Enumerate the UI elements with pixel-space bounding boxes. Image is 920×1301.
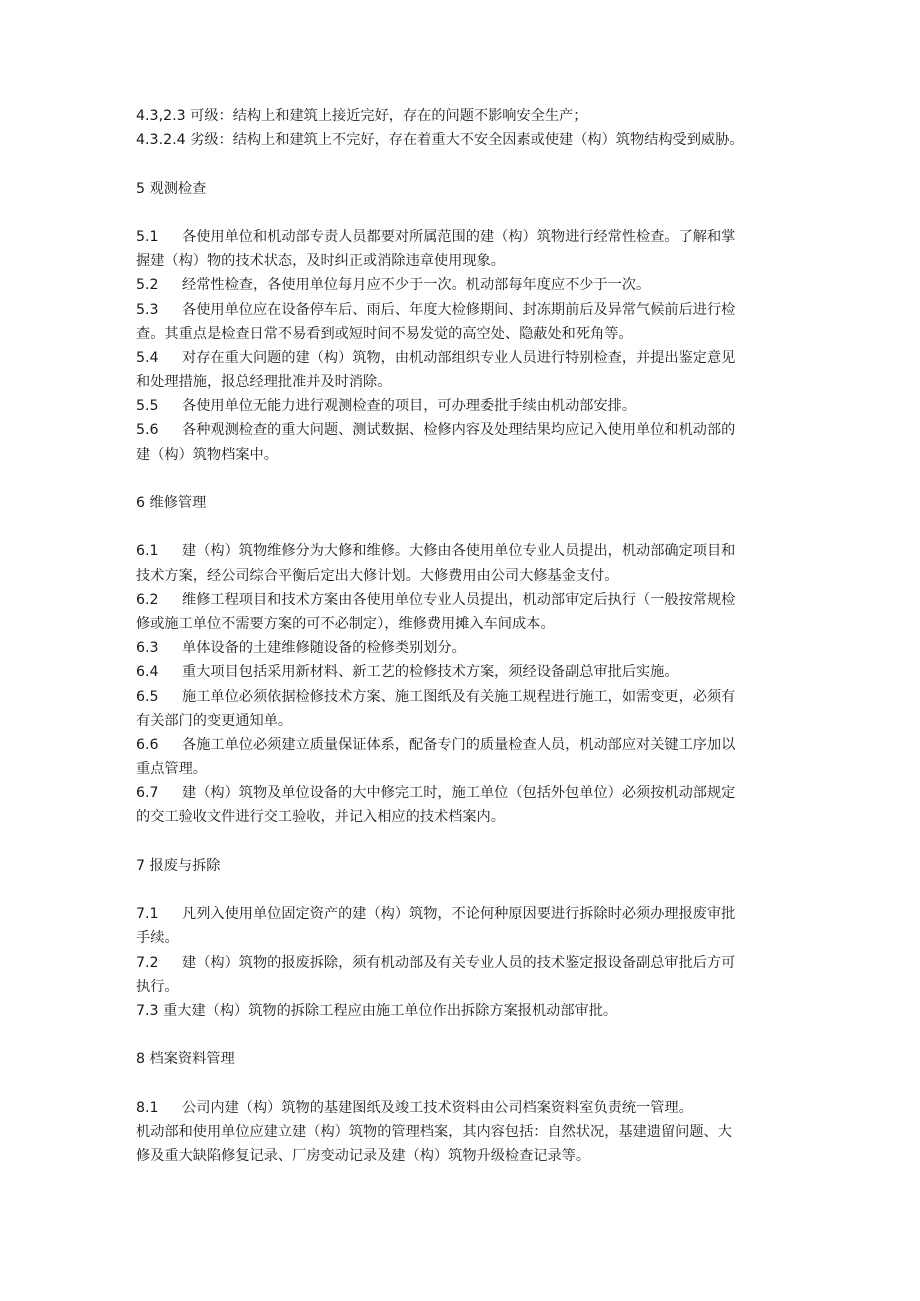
paragraph-archive: 机动部和使用单位应建立建（构）筑物的管理档案，其内容包括：自然状况，基建遗留问题、大 [136, 1123, 732, 1140]
clause-number: 4.3,2.3 [136, 108, 186, 124]
clause-continuation: 和处理措施，报总经理批准并及时消除。 [136, 374, 392, 391]
clause-continuation: 修或施工单位不需要方案的可不必制定），维修费用摊入车间成本。 [136, 615, 555, 632]
clause-continuation: 的交工验收文件进行交工验收，并记入相应的技术档案内。 [136, 809, 505, 826]
clause-number: 7.1 [136, 906, 159, 923]
document-page [136, 104, 788, 1168]
clause-text: 维修工程项目和技术方案由各使用单位专业人员提出，机动部审定后执行（一般按常规检 [182, 591, 736, 608]
clause-5-3 [136, 298, 788, 322]
clause-text: 可级：结构上和建筑上接近完好，存在的问题不影响安全生产； [190, 108, 588, 124]
clause-text: 各使用单位应在设备停车后、雨后、年度大检修期间、封冻期前后及异常气候前后进行检 [182, 301, 736, 318]
section-heading-8: 8 档案资料管理 [136, 1051, 235, 1068]
clause-text: 各使用单位无能力进行观测检查的项目，可办理委批手续由机动部安排。 [182, 398, 637, 415]
clause-number: 5.5 [136, 398, 159, 415]
clause-6-5 [136, 685, 788, 709]
clause-text: 建（构）筑物及单位设备的大中修完工时，施工单位（包括外包单位）必须按机动部规定 [182, 785, 736, 802]
clause-number: 5.6 [136, 422, 159, 439]
clause-8-1 [136, 1096, 788, 1120]
clause-text: 各施工单位必须建立质量保证体系，配备专门的质量检查人员，机动部应对关键工序加以 [182, 736, 736, 753]
clause-text: 建（构）筑物的报废拆除，须有机动部及有关专业人员的技术鉴定报设备副总审批后方可 [182, 954, 736, 971]
clause-number: 7.3 [136, 1002, 159, 1019]
clause-5-2 [136, 273, 788, 297]
clause-number: 4.3.2.4 [136, 132, 186, 149]
clause-6-1 [136, 539, 788, 563]
clause-continuation: 手续。 [136, 930, 179, 947]
clause-continuation: 握建（构）物的技术状态，及时纠正或消除违章使用现象。 [136, 253, 505, 270]
clause-4-3-2-4 [136, 128, 788, 152]
clause-text: 单体设备的土建维修随设备的检修类别划分。 [182, 640, 466, 657]
clause-text: 对存在重大问题的建（构）筑物，由机动部组织专业人员进行特别检查，并提出鉴定意见 [182, 349, 736, 366]
clause-7-1 [136, 902, 788, 926]
clause-continuation: 技术方案，经公司综合平衡后定出大修计划。大修费用由公司大修基金支付。 [136, 567, 619, 584]
clause-6-6 [136, 733, 788, 757]
clause-text: 重大建（构）筑物的拆除工程应由施工单位作出拆除方案报机动部审批。 [163, 1002, 618, 1019]
clause-number: 5.3 [136, 301, 159, 318]
clause-5-5 [136, 394, 788, 418]
clause-number: 6.4 [136, 664, 159, 681]
clause-text: 公司内建（构）筑物的基建图纸及竣工技术资料由公司档案资料室负责统一管理。 [182, 1099, 693, 1116]
clause-number: 6.7 [136, 785, 159, 802]
clause-continuation: 查。其重点是检查日常不易看到或短时间不易发觉的高空处、隐蔽处和死角等。 [136, 325, 633, 342]
clause-6-4 [136, 660, 788, 684]
clause-continuation: 重点管理。 [136, 761, 207, 778]
section-heading-7: 7 报废与拆除 [136, 857, 221, 874]
clause-number: 6.2 [136, 591, 159, 608]
clause-text: 重大项目包括采用新材料、新工艺的检修技术方案，须经设备副总审批后实施。 [182, 664, 679, 681]
clause-7-3 [136, 999, 788, 1023]
clause-5-1 [136, 225, 788, 249]
clause-continuation: 建（构）筑物档案中。 [136, 446, 278, 463]
clause-5-4 [136, 346, 788, 370]
clause-number: 6.1 [136, 543, 159, 560]
clause-6-3 [136, 636, 788, 660]
clause-text: 凡列入使用单位固定资产的建（构）筑物，不论何种原因要进行拆除时必须办理报废审批 [182, 906, 736, 923]
clause-6-7 [136, 781, 788, 805]
clause-text: 各种观测检查的重大问题、测试数据、检修内容及处理结果均应记入使用单位和机动部的 [182, 422, 736, 439]
clause-text: 各使用单位和机动部专责人员都要对所属范围的建（构）筑物进行经常性检查。了解和掌 [182, 228, 736, 245]
clause-number: 5.1 [136, 228, 159, 245]
clause-continuation: 修及重大缺陷修复记录、厂房变动记录及建（构）筑物升级检查记录等。 [136, 1148, 591, 1165]
clause-number: 5.2 [136, 277, 159, 294]
clause-5-6 [136, 418, 788, 442]
clause-number: 8.1 [136, 1099, 159, 1116]
clause-number: 6.6 [136, 736, 159, 753]
clause-continuation: 执行。 [136, 978, 179, 995]
clause-number: 5.4 [136, 349, 159, 366]
clause-6-2 [136, 588, 788, 612]
clause-number: 6.3 [136, 640, 159, 657]
section-heading-6: 6 维修管理 [136, 495, 207, 511]
section-heading-5: 5 观测检查 [136, 180, 207, 197]
clause-text: 施工单位必须依据检修技术方案、施工图纸及有关施工规程进行施工，如需变更，必须有 [182, 688, 736, 705]
clause-text: 劣级：结构上和建筑上不完好，存在着重大不安全因素或使建（构）筑物结构受到威胁。 [190, 132, 744, 149]
clause-text: 经常性检查，各使用单位每月应不少于一次。机动部每年度应不少于一次。 [182, 277, 651, 294]
clause-continuation: 有关部门的变更通知单。 [136, 712, 293, 729]
clause-7-2 [136, 951, 788, 975]
clause-4-3-2-3 [136, 104, 788, 128]
clause-number: 7.2 [136, 954, 159, 971]
clause-number: 6.5 [136, 688, 159, 705]
clause-text: 建（构）筑物维修分为大修和维修。大修由各使用单位专业人员提出，机动部确定项目和 [182, 543, 736, 560]
